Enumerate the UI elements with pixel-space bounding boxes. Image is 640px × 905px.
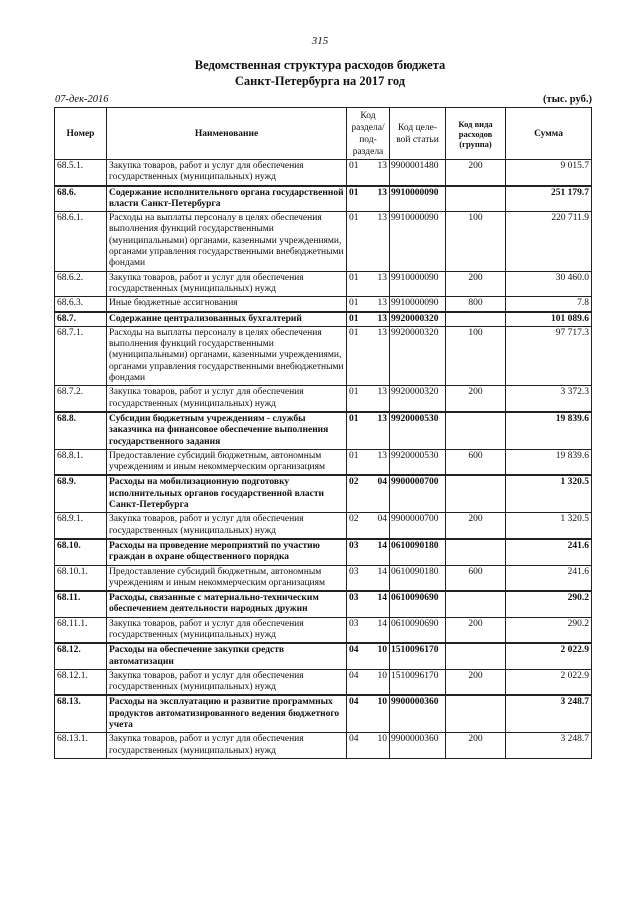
row-number: 68.8.1. [55,449,107,475]
row-article: 9900001480 [390,160,446,186]
row-section: 03 [347,565,369,591]
row-article: 0610090690 [390,617,446,643]
row-sum: 3 248.7 [506,695,592,732]
row-number: 68.6.2. [55,271,107,297]
row-expense-type [446,186,506,212]
table-row [55,186,592,212]
header-expense-type: Код вида расходов (группа) [446,108,506,160]
row-name: Закупка товаров, работ и услуг для обеспечения государственных (муниципальных) нужд [107,669,347,695]
row-expense-type: 200 [446,160,506,186]
row-article: 9900000700 [390,475,446,512]
title-line-2: Санкт-Петербурга на 2017 год [234,74,406,88]
row-name: Содержание централизованных бухгалтерий [107,312,347,327]
row-subsection: 04 [369,475,390,512]
row-section: 01 [347,160,369,186]
units-label: (тыс. руб.) [543,94,592,105]
row-section: 04 [347,733,369,759]
row-article: 9910000090 [390,186,446,212]
table-row [55,643,592,669]
table-row [55,212,592,271]
row-article: 9920000320 [390,326,446,385]
row-article: 1510096170 [390,669,446,695]
row-section: 01 [347,449,369,475]
row-section: 01 [347,186,369,212]
row-sum: 1 320.5 [506,475,592,512]
row-number: 68.7. [55,312,107,327]
row-sum: 19 839.6 [506,449,592,475]
row-name: Содержание исполнительного органа государственной власти Санкт-Петербурга [107,186,347,212]
row-article: 0610090180 [390,565,446,591]
row-subsection: 13 [369,297,390,312]
row-section: 01 [347,271,369,297]
row-expense-type [446,475,506,512]
row-subsection: 14 [369,617,390,643]
row-name: Закупка товаров, работ и услуг для обеспечения государственных (муниципальных) нужд [107,513,347,539]
row-number: 68.12. [55,643,107,669]
row-name: Закупка товаров, работ и услуг для обеспечения государственных (муниципальных) нужд [107,733,347,759]
title-line-1: Ведомственная структура расходов бюджета [194,58,446,72]
row-subsection: 13 [369,412,390,449]
row-section: 04 [347,695,369,732]
table-row [55,326,592,385]
row-section: 01 [347,297,369,312]
row-subsection: 14 [369,591,390,617]
row-section: 04 [347,669,369,695]
row-number: 68.13. [55,695,107,732]
row-sum: 3 372.3 [506,386,592,412]
table-row [55,386,592,412]
table-row [55,695,592,732]
row-expense-type [446,312,506,327]
table-row [55,539,592,565]
row-name: Расходы на выплаты персоналу в целях обеспечения выполнения функций государственными (муниципальными) органами, казенными учреждениями, органами управления государственными внебюджетными фондами [107,212,347,271]
row-number: 68.8. [55,412,107,449]
row-number: 68.12.1. [55,669,107,695]
table-row [55,412,592,449]
row-sum: 2 022.9 [506,643,592,669]
header-section: Код раздела/ под-раздела [347,108,390,160]
table-row [55,669,592,695]
table-header-row [55,108,592,160]
row-number: 68.6.1. [55,212,107,271]
table-body [55,160,592,759]
row-article: 0610090690 [390,591,446,617]
row-subsection: 10 [369,695,390,732]
row-name: Закупка товаров, работ и услуг для обеспечения государственных (муниципальных) нужд [107,160,347,186]
row-subsection: 04 [369,513,390,539]
row-sum: 241.6 [506,539,592,565]
row-number: 68.10.1. [55,565,107,591]
row-expense-type: 100 [446,326,506,385]
row-sum: 7.8 [506,297,592,312]
row-expense-type: 200 [446,513,506,539]
row-section: 01 [347,386,369,412]
table-row [55,733,592,759]
row-name: Предоставление субсидий бюджетным, автономным учреждениям и иным некоммерческим организациям [107,565,347,591]
row-article: 9910000090 [390,212,446,271]
row-name: Закупка товаров, работ и услуг для обеспечения государственных (муниципальных) нужд [107,617,347,643]
row-sum: 241.6 [506,565,592,591]
row-number: 68.9.1. [55,513,107,539]
row-sum: 3 248.7 [506,733,592,759]
header-sum: Сумма [506,108,592,160]
header-name: Наименование [107,108,347,160]
row-subsection: 10 [369,733,390,759]
table-row [55,271,592,297]
row-section: 01 [347,326,369,385]
row-expense-type: 200 [446,617,506,643]
row-expense-type: 200 [446,669,506,695]
row-sum: 9 015.7 [506,160,592,186]
row-article: 0610090180 [390,539,446,565]
row-article: 9920000320 [390,312,446,327]
row-name: Расходы на обеспечение закупки средств автоматизации [107,643,347,669]
row-section: 02 [347,475,369,512]
row-expense-type [446,412,506,449]
row-subsection: 13 [369,312,390,327]
row-sum: 97 717.3 [506,326,592,385]
row-sum: 290.2 [506,591,592,617]
row-sum: 290.2 [506,617,592,643]
row-section: 03 [347,617,369,643]
table-row [55,297,592,312]
row-article: 9900000360 [390,695,446,732]
row-section: 01 [347,312,369,327]
row-subsection: 13 [369,386,390,412]
row-expense-type [446,591,506,617]
row-name: Расходы на выплаты персоналу в целях обеспечения выполнения функций государственными (муниципальными) органами, казенными учреждениями, органами управления государственными внебюджетными фондами [107,326,347,385]
table-row [55,449,592,475]
row-number: 68.9. [55,475,107,512]
header-article: Код целе-вой статьи [390,108,446,160]
row-name: Расходы на эксплуатацию и развитие программных продуктов автоматизированного ведения бюджетного учета [107,695,347,732]
row-name: Расходы, связанные с материально-техническим обеспечением деятельности народных дружин [107,591,347,617]
row-sum: 30 460.0 [506,271,592,297]
row-sum: 101 089.6 [506,312,592,327]
row-article: 9920000530 [390,412,446,449]
row-expense-type: 100 [446,212,506,271]
row-name: Закупка товаров, работ и услуг для обеспечения государственных (муниципальных) нужд [107,271,347,297]
table-row [55,475,592,512]
row-name: Предоставление субсидий бюджетным, автономным учреждениям и иным некоммерческим организациям [107,449,347,475]
row-subsection: 14 [369,565,390,591]
row-expense-type: 800 [446,297,506,312]
row-section: 01 [347,212,369,271]
row-name: Расходы на мобилизационную подготовку исполнительных органов государственной власти Санкт-Петербурга [107,475,347,512]
row-sum: 251 179.7 [506,186,592,212]
row-expense-type: 600 [446,449,506,475]
row-article: 9910000090 [390,297,446,312]
row-number: 68.7.2. [55,386,107,412]
row-number: 68.13.1. [55,733,107,759]
row-subsection: 13 [369,186,390,212]
header-number: Номер [55,108,107,160]
row-sum: 1 320.5 [506,513,592,539]
table-row [55,513,592,539]
row-name: Закупка товаров, работ и услуг для обеспечения государственных (муниципальных) нужд [107,386,347,412]
row-number: 68.7.1. [55,326,107,385]
row-expense-type [446,695,506,732]
row-subsection: 14 [369,539,390,565]
row-number: 68.6. [55,186,107,212]
row-subsection: 13 [369,212,390,271]
document-date: 07-дек-2016 [55,94,109,105]
row-subsection: 10 [369,643,390,669]
row-expense-type [446,539,506,565]
row-subsection: 13 [369,326,390,385]
page-title [0,57,640,89]
table-row [55,160,592,186]
row-expense-type [446,643,506,669]
row-section: 01 [347,412,369,449]
row-subsection: 13 [369,160,390,186]
row-subsection: 13 [369,449,390,475]
row-number: 68.10. [55,539,107,565]
row-sum: 2 022.9 [506,669,592,695]
row-article: 9910000090 [390,271,446,297]
table-row [55,565,592,591]
row-article: 9900000360 [390,733,446,759]
table-row [55,591,592,617]
row-sum: 220 711.9 [506,212,592,271]
row-number: 68.5.1. [55,160,107,186]
row-expense-type: 200 [446,271,506,297]
row-sum: 19 839.6 [506,412,592,449]
row-section: 02 [347,513,369,539]
budget-table [54,107,592,759]
row-section: 03 [347,591,369,617]
row-name: Расходы на проведение мероприятий по участию граждан в охране общественного порядка [107,539,347,565]
row-number: 68.6.3. [55,297,107,312]
table-row [55,617,592,643]
row-article: 1510096170 [390,643,446,669]
row-expense-type: 200 [446,386,506,412]
row-number: 68.11.1. [55,617,107,643]
row-article: 9920000320 [390,386,446,412]
page-number: 315 [311,35,329,47]
row-expense-type: 600 [446,565,506,591]
table-row [55,312,592,327]
row-subsection: 13 [369,271,390,297]
row-number: 68.11. [55,591,107,617]
row-section: 04 [347,643,369,669]
row-article: 9920000530 [390,449,446,475]
row-section: 03 [347,539,369,565]
row-expense-type: 200 [446,733,506,759]
row-subsection: 10 [369,669,390,695]
row-article: 9900000700 [390,513,446,539]
row-name: Субсидии бюджетным учреждениям - службы заказчика на финансовое обеспечение выполнения государственного задания [107,412,347,449]
row-name: Иные бюджетные ассигнования [107,297,347,312]
